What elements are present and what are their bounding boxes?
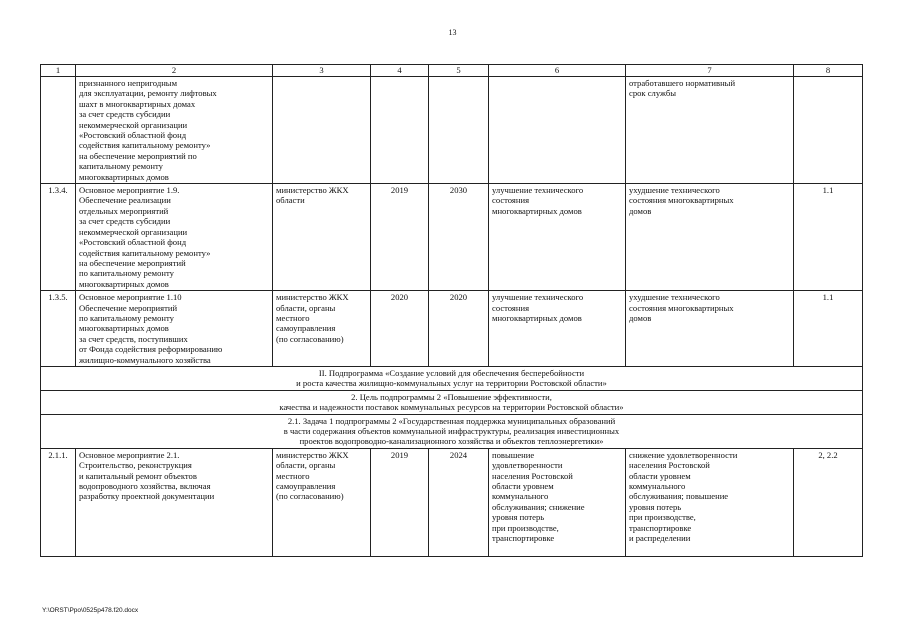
end-year: 2024 [429, 448, 489, 556]
end-year [429, 77, 489, 184]
measure-name-cell [76, 448, 273, 556]
column-header: 7 [626, 65, 794, 77]
start-year: 2019 [371, 448, 429, 556]
task-title: 2.1. Задача 1 подпрограммы 2 «Государственная поддержка муниципальных образований в части содержания объектов коммунальной инфраструктуры, реализация инвестиционных проектов водопроводно-канализационного хозяйства и объектов теплоэнергетики» [41, 414, 863, 448]
page-number: 13 [448, 28, 457, 37]
table-row [41, 448, 863, 556]
end-year: 2020 [429, 291, 489, 367]
indicator-link: 1.1 [794, 184, 863, 291]
indicator-link [794, 77, 863, 184]
row-number [41, 77, 76, 184]
measure-name: Основное мероприятие 1.10 Обеспечение мероприятий по капитальному ремонту многоквартирных домов за счет средств, поступивших от Фонда содействия реформированию жилищно-коммунального хозяйства [76, 291, 273, 367]
executor [273, 77, 371, 184]
consequences: ухудшение технического состояния многоквартирных домов [626, 291, 794, 367]
row-number: 1.3.5. [41, 291, 76, 367]
expected-result: улучшение технического состояния многоквартирных домов [489, 291, 626, 367]
column-header: 5 [429, 65, 489, 77]
subprogram-row [41, 366, 863, 390]
measure-name: Основное мероприятие 2.1. Строительство, реконструкция и капитальный ремонт объектов водопроводного хозяйства, включая разработку проектной документации [79, 449, 215, 502]
consequences: ухудшение технического состояния многоквартирных домов [626, 184, 794, 291]
row-number: 2.1.1. [41, 448, 76, 556]
table-row [41, 291, 863, 367]
subprogram-title: II. Подпрограмма «Создание условий для обеспечения бесперебойности и роста качества жилищно-коммунальных услуг на территории Ростовской области» [41, 366, 863, 390]
consequences: отработавшего нормативный срок службы [626, 77, 794, 184]
indicator-link: 2, 2.2 [794, 448, 863, 556]
end-year: 2030 [429, 184, 489, 291]
column-header: 6 [489, 65, 626, 77]
executor: министерство ЖКХ области [273, 184, 371, 291]
row-number: 1.3.4. [41, 184, 76, 291]
executor-cell [273, 448, 371, 556]
measure-name: признанного непригодным для эксплуатации, ремонту лифтовых шахт в многоквартирных домах за счет средств субсидии некоммерческой организации «Ростовский областной фонд содействия капитальному ремонту» на обеспечение мероприятий по капитальному ремонту многоквартирных домов [76, 77, 273, 184]
measure-name: Основное мероприятие 1.9. Обеспечение реализации отдельных мероприятий за счет средств субсидии некоммерческой организации «Ростовский областной фонд содействия капитальному ремонту» на обеспечение мероприятий по капитальному ремонту многоквартирных домов [76, 184, 273, 291]
table-row [41, 184, 863, 291]
column-header: 2 [76, 65, 273, 77]
consequences-cell [626, 448, 794, 556]
goal-row [41, 390, 863, 414]
goal-title: 2. Цель подпрограммы 2 «Повышение эффективности, качества и надежности поставок коммунальных ресурсов на территории Ростовской области» [41, 390, 863, 414]
column-numbers-row [41, 65, 863, 77]
table-row [41, 77, 863, 184]
expected-result [489, 77, 626, 184]
column-header: 4 [371, 65, 429, 77]
start-year: 2019 [371, 184, 429, 291]
task-row [41, 414, 863, 448]
expected-result: улучшение технического состояния многоквартирных домов [489, 184, 626, 291]
executor: министерство ЖКХ области, органы местного самоуправления (по согласованию) [273, 291, 371, 367]
start-year [371, 77, 429, 184]
indicator-link: 1.1 [794, 291, 863, 367]
measures-table [40, 64, 863, 557]
expected-result: повышение удовлетворенности населения Ростовской области уровнем коммунального обслуживания; снижение уровня потерь при производстве, транспортировке [492, 449, 585, 544]
file-path-footer: Y:\ORST\Ppo\0525p478.f20.docx [42, 607, 139, 614]
expected-result-cell [489, 448, 626, 556]
consequences: снижение удовлетворенности населения Ростовской области уровнем коммунального обслуживания; повышение уровня потерь при производстве, транспортировке и распределении [629, 449, 738, 544]
column-header: 1 [41, 65, 76, 77]
start-year: 2020 [371, 291, 429, 367]
executor: министерство ЖКХ области, органы местного самоуправления (по согласованию) [276, 449, 349, 502]
column-header: 8 [794, 65, 863, 77]
column-header: 3 [273, 65, 371, 77]
